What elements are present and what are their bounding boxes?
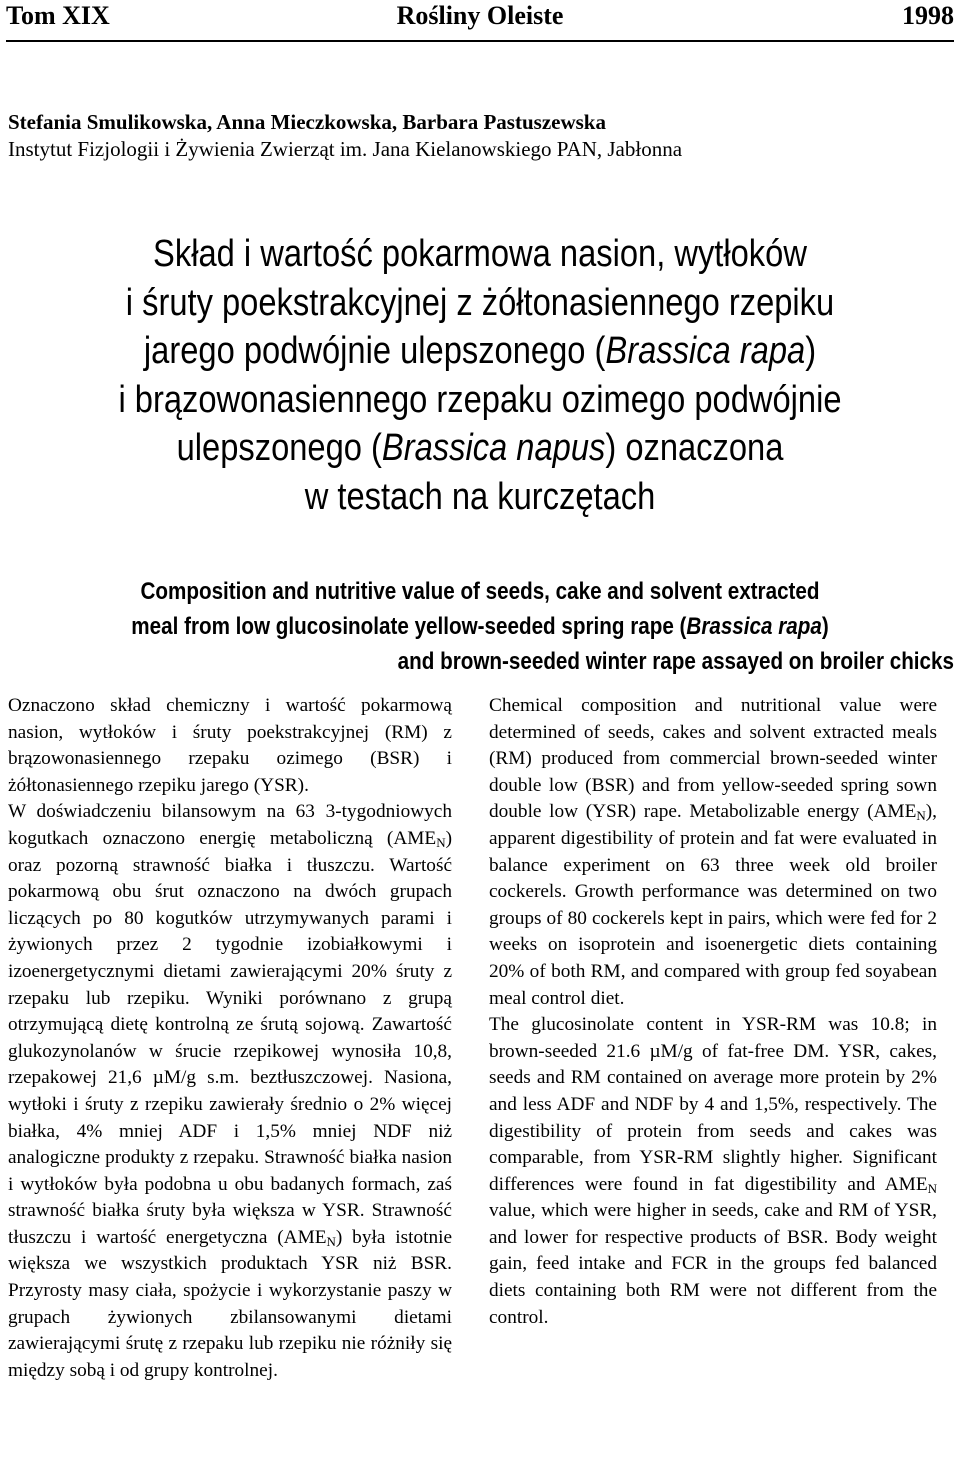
species-name: Brassica napus [381,427,606,469]
abstract-text: ) była istotnie większa we wszystkich produktach YSR niż BSR. Przyrosty masy ciała, spożycie i wykorzystanie paszy w grupach żywionych zbilansowanymi dietami zawierającymi śrutę z rzepaku lub rzepiku nie różniły się między sobą i od grupy kontrolnej. [8,1226,452,1381]
subscript: N [326,1233,336,1249]
abstract-text: W doświadczeniu bilansowym na 63 3-tygodniowych kogutkach oznaczono energię metaboliczną (AME [8,801,452,849]
abstract-english [489,693,937,1331]
affiliation: Instytut Fizjologii i Żywienia Zwierząt im. Jana Kielanowskiego PAN, Jabłonna [8,137,683,161]
subscript: N [916,808,926,824]
title-pl-text: jarego podwójnie ulepszonego ( [143,330,606,372]
abstract-text: Chemical composition and nutritional value were determined of seeds, cakes and solvent extracted meals (RM) produced from commercial brown-seeded winter double low (BSR) and from yellow-seeded spring sown double low (YSR) rape. Metabolizable energy (AME [489,695,937,823]
title-pl-line: w testach na kurczętach [304,475,656,518]
title-pl-line [67,424,893,473]
abstract-paragraph [489,693,937,1012]
subscript: N [436,834,446,850]
title-pl-line [67,327,893,376]
abstract-text: ) oraz pozorną strawność białka i tłuszczu. Wartość pokarmową obu śrut oznaczono na dwóch grupach liczących po 80 kogutków utrzymywanych parami i żywionych przez 2 tygodnie izobiałkowymi i izoenergetycznymi dietami zawierającymi 20% śruty z rzepaku lub rzepiku. Wyniki porównano z grupą otrzymującą dietę kontrolną ze śrutą sojową. Zawartość glukozynolanów w śrucie rzepikowej wynosiła 10,8, rzepakowej 21,6 µM/g s.m. beztłuszczowej. Nasiona, wytłoki i śruty z rzepiku zawierały średnio o 2% więcej białka, 4% mniej ADF i 1,5% mniej NDF niż analogiczne produkty z rzepaku. Strawność białka nasion i wytłoków była podobna u obu badanych formach, zaś strawność białka śruty była większa w YSR. Strawność tłuszczu i wartość energetyczna (AME [8,827,452,1248]
abstract-text: value, which were higher in seeds, cake and RM of YSR, and lower for respective products of BSR. Body weight gain, feed intake and FCR in the groups fed balanced diets containing both RM were not different from the control. [489,1200,937,1328]
title-en-line: and brown-seeded winter rape assayed on broiler chicks [397,648,954,675]
title-pl-line: i śruty poekstrakcyjnej z żółtonasiennego rzepiku [125,281,835,324]
abstract-paragraph: Oznaczono skład chemiczny i wartość pokarmową nasion, wytłoków i śruty poekstrakcyjnej (RM) z brązowonasiennego rzepaku ozimego (BSR) i żółtonasiennego rzepiku jarego (YSR). [8,695,452,796]
title-pl-text: ulepszonego ( [176,427,382,469]
title-en-text: ) [821,613,829,640]
abstract-text: The glucosinolate content in YSR-RM was 10.8; in brown-seeded 21.6 µM/g of fat-free DM. YSR, cakes, seeds and RM contained on average more protein by 2% and less ADF and NDF by 4 and 1,5%, respectively. The digestibility of protein from seeds and cakes was comparable, from YSR-RM slightly higher. Significant differences were found in fat digestibility and AME [489,1014,937,1195]
year-label: 1998 [902,1,954,30]
author-list: Stefania Smulikowska, Anna Mieczkowska, Barbara Pastuszewska [8,110,606,134]
abstract-paragraph [8,799,452,1384]
abstract-paragraph [489,1012,937,1331]
volume-label: Tom XIX [6,1,110,30]
species-name: Brassica rapa [605,330,806,372]
title-english [0,574,960,679]
title-pl-text: ) [805,330,817,372]
subscript: N [927,1180,937,1196]
title-pl-line: Skład i wartość pokarmowa nasion, wytłoków [153,233,807,275]
title-en-text: meal from low glucosinolate yellow-seeded spring rape ( [131,613,687,640]
running-header [6,0,954,42]
title-pl-line: i brązowonasiennego rzepaku ozimego podwójnie [118,378,842,421]
abstract-text: ), apparent digestibility of protein and fat were evaluated in balance experiment on 63 three week old broiler cockerels. Growth performance was determined on two groups of 80 cockerels kept in pairs, which were fed for 2 weeks on isoprotein and isoenergetic diets containing 20% of both RM, and compared with group fed soyabean meal control diet. [489,801,937,1009]
title-polish [0,230,960,521]
title-en-line: Composition and nutritive value of seeds, cake and solvent extracted [140,578,820,605]
journal-name: Rośliny Oleiste [396,1,564,30]
species-name: Brassica rapa [686,613,822,640]
abstract-polish [8,693,452,1384]
title-en-line [67,609,893,644]
title-pl-text: ) oznaczona [605,427,784,469]
